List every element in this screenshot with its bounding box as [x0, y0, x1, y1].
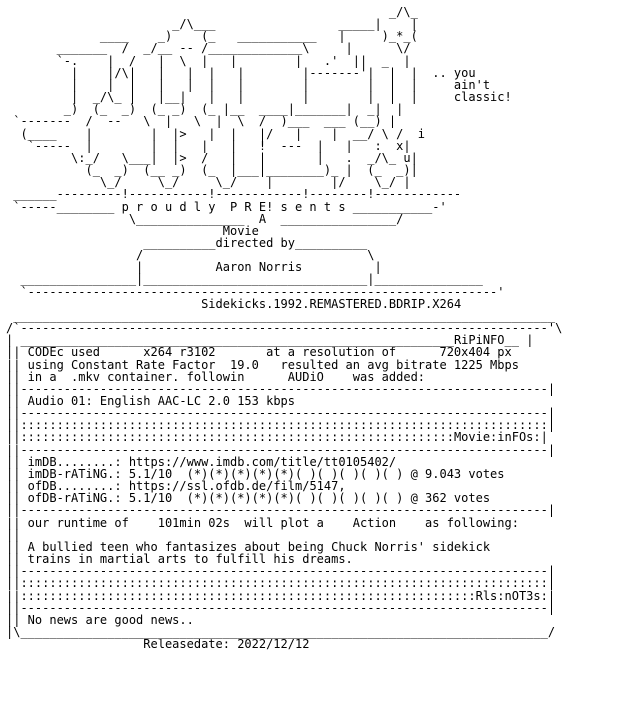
- ascii-art-line: ________________|_______________________________|_______________: [6, 272, 483, 287]
- ascii-art-line: Movie: [6, 223, 259, 238]
- ascii-art-line: ____ _) (_ ___________ | )_*_(: [6, 29, 418, 44]
- ascii-art-line: _/\_: [6, 5, 418, 19]
- ascii-art-line: \_______________ A ________________/: [6, 211, 404, 226]
- plot-line: trains in martial arts to fulfill his dreams.: [20, 552, 353, 567]
- ascii-art-line: __________directed by__________: [6, 235, 368, 250]
- ofdb-rating-line: ofDB-rATiNG.: 5.1/10 (*)(*)(*)(*)(*)( )( )( )( )( ) @ 362 votes: [20, 491, 491, 506]
- nfo-document: _/\_ _/\___ _____| | ____ _) (_ ___________ | )_*_( _______ / _/__ -- /_____________\ | \/ `-. | / | \ | | | .' || _ | | |/\| | | | | |-------'| | | .. you | | | | | | | | | | | ain't | _/\_ | |__| | | | | | | classic! _) (_ _) (_ _) (_ |__ ____|_______| _| | `------- / -- \ | \ | \ / )___ ___ (__) | (____ | | |> | | |/ | | __/ \ / i `----- | | | | | ! --- | | : x| \:_/ \___| |> / | | | . _/\_ u| (_ _) (__ _) (_ |___|________)_ | (_ _)| \_/ \_/ \_/ | |/ \_/ | ______---------!-----------!------------!--------!------------ `-----________ p r o u d l y P R E! s e n t s ___________-' \_______________ A ________________/ Movie __________directed by__________ / \ | Aaron Norris | ________________|_______________________________|_______________ `-----------------------------------------------------------------' Sidekicks.1992.REMASTERED.BDRIP.X264 ___________________________________________________________________________ /`-------------------------------------------------------------------------'\ | ____________________________________________________________RiPiNFO__ | || CODEc used x264 r3102 at a resolution of 720x404 px || using Constant Rate Factor 19.0 resulted an avg bitrate 1225 Mbps || in a .mkv container. followin AUDiO was added: ||-------------------------------------------------------------------------| || Audio 01: English AAC-LC 2.0 153 kbps ||-------------------------------------------------------------------------| ||:::::::::::::::::::::::::::::::::::::::::::::::::::::::::::::::::::::::::| ||::::::::::::::::::::::::::::::::::::::::::::::::::::::::::::Movie:inFOs:| ||-------------------------------------------------------------------------| || imDB........: https://www.imdb.com/title/tt0105402/ || imDB-rATiNG.: 5.1/10 (*)(*)(*)(*)(*)( )( )( )( )( ) @ 9.043 votes || ofDB........: https://ssl.ofdb.de/film/5147, || ofDB-rATiNG.: 5.1/10 (*)(*)(*)(*)(*)( )( )( )( )( ) @ 362 votes ||-------------------------------------------------------------------------| || our runtime of 101min 02s will plot a Action as following: || || A bullied teen who fantasizes about being Chuck Norris' sidekick || trains in martial arts to fulfill his dreams. ||-------------------------------------------------------------------------| ||:::::::::::::::::::::::::::::::::::::::::::::::::::::::::::::::::::::::::| ||:::::::::::::::::::::::::::::::::::::::::::::::::::::::::::::::Rls:nOT3s:| ||-------------------------------------------------------------------------| || No news are good news.. |\_________________________________________________________________________/ Releasedate: 2022/12/12: [6, 5, 563, 652]
- ripinfo-container-line: in a .mkv container. followin AUDiO was added:: [20, 369, 426, 384]
- ascii-art-line: `-----------------------------------------------------------------': [6, 284, 505, 299]
- ascii-art-line: | |/\| | | | | |-------'| | | .. you: [6, 65, 476, 80]
- ofdb-url-line: ofDB........: https://ssl.ofdb.de/film/5147,: [20, 479, 346, 494]
- movieinfo-label: Movie:inFOs: [453, 430, 534, 445]
- ascii-art-line: | _/\_ | |__| | | | | | | classic!: [6, 90, 512, 105]
- release-name: Sidekicks.1992.REMASTERED.BDRIP.X264: [201, 296, 462, 311]
- ascii-art-line: _______ / _/__ -- /_____________\ | \/: [6, 41, 411, 56]
- ascii-art-line: `------- / -- \ | \ | \ / )___ ___ (__) |: [6, 114, 397, 129]
- ascii-art-line: _) (_ _) (_ _) (_ |__ ____|_______| _| |: [6, 102, 404, 117]
- imdb-url-line: imDB........: https://www.imdb.com/title/tt0105402/: [20, 454, 397, 469]
- ascii-art-line: (_ _) (__ _) (_ |___|________)_ | (_ _)|: [6, 163, 418, 178]
- ascii-art-line: `-----________ p r o u d l y P R E! s e n t s ___________-': [6, 199, 447, 214]
- ascii-art-line: / \: [6, 248, 375, 263]
- notes-text: No news are good news..: [20, 612, 194, 627]
- ascii-art-line: | Aaron Norris |: [6, 260, 382, 275]
- imdb-rating-line: imDB-rATiNG.: 5.1/10 (*)(*)(*)(*)(*)( )( )( )( )( ) @ 9.043 votes: [20, 466, 505, 481]
- ascii-art-line: (____ | | |> | | |/ | | __/ \ / i: [6, 126, 426, 141]
- ripinfo-codec-line: CODEc used x264 r3102 at a resolution of 720x404 px: [20, 345, 512, 360]
- ascii-art-line: | | | | | | | | | | | ain't: [6, 77, 491, 92]
- audio-line: Audio 01: English AAC-LC 2.0 153 kbps: [20, 394, 295, 408]
- ripinfo-header: RiPiNFO: [453, 333, 505, 348]
- runtime-line: our runtime of 101min 02s will plot a Action as following:: [20, 515, 519, 530]
- ascii-art-line: \_/ \_/ \_/ | |/ \_/ |: [6, 175, 411, 190]
- plot-line: A bullied teen who fantasizes about being Chuck Norris' sidekick: [20, 539, 491, 554]
- ascii-art-line: ______---------!-----------!------------!--------!------------: [6, 187, 462, 202]
- ascii-art-line: \:_/ \___| |> / | | | . _/\_ u|: [6, 150, 418, 165]
- ascii-art-line: `-. | / | \ | | | .' || _ |: [6, 53, 411, 68]
- notes-label: Rls:nOT3s: [475, 588, 541, 603]
- ripinfo-crf-line: using Constant Rate Factor 19.0 resulted an avg bitrate 1225 Mbps: [20, 357, 519, 372]
- release-date: Releasedate: 2022/12/12: [6, 637, 310, 652]
- ascii-art-line: `----- | | | | | ! --- | | : x|: [6, 138, 411, 153]
- ascii-art-line: _/\___ _____| |: [6, 17, 418, 32]
